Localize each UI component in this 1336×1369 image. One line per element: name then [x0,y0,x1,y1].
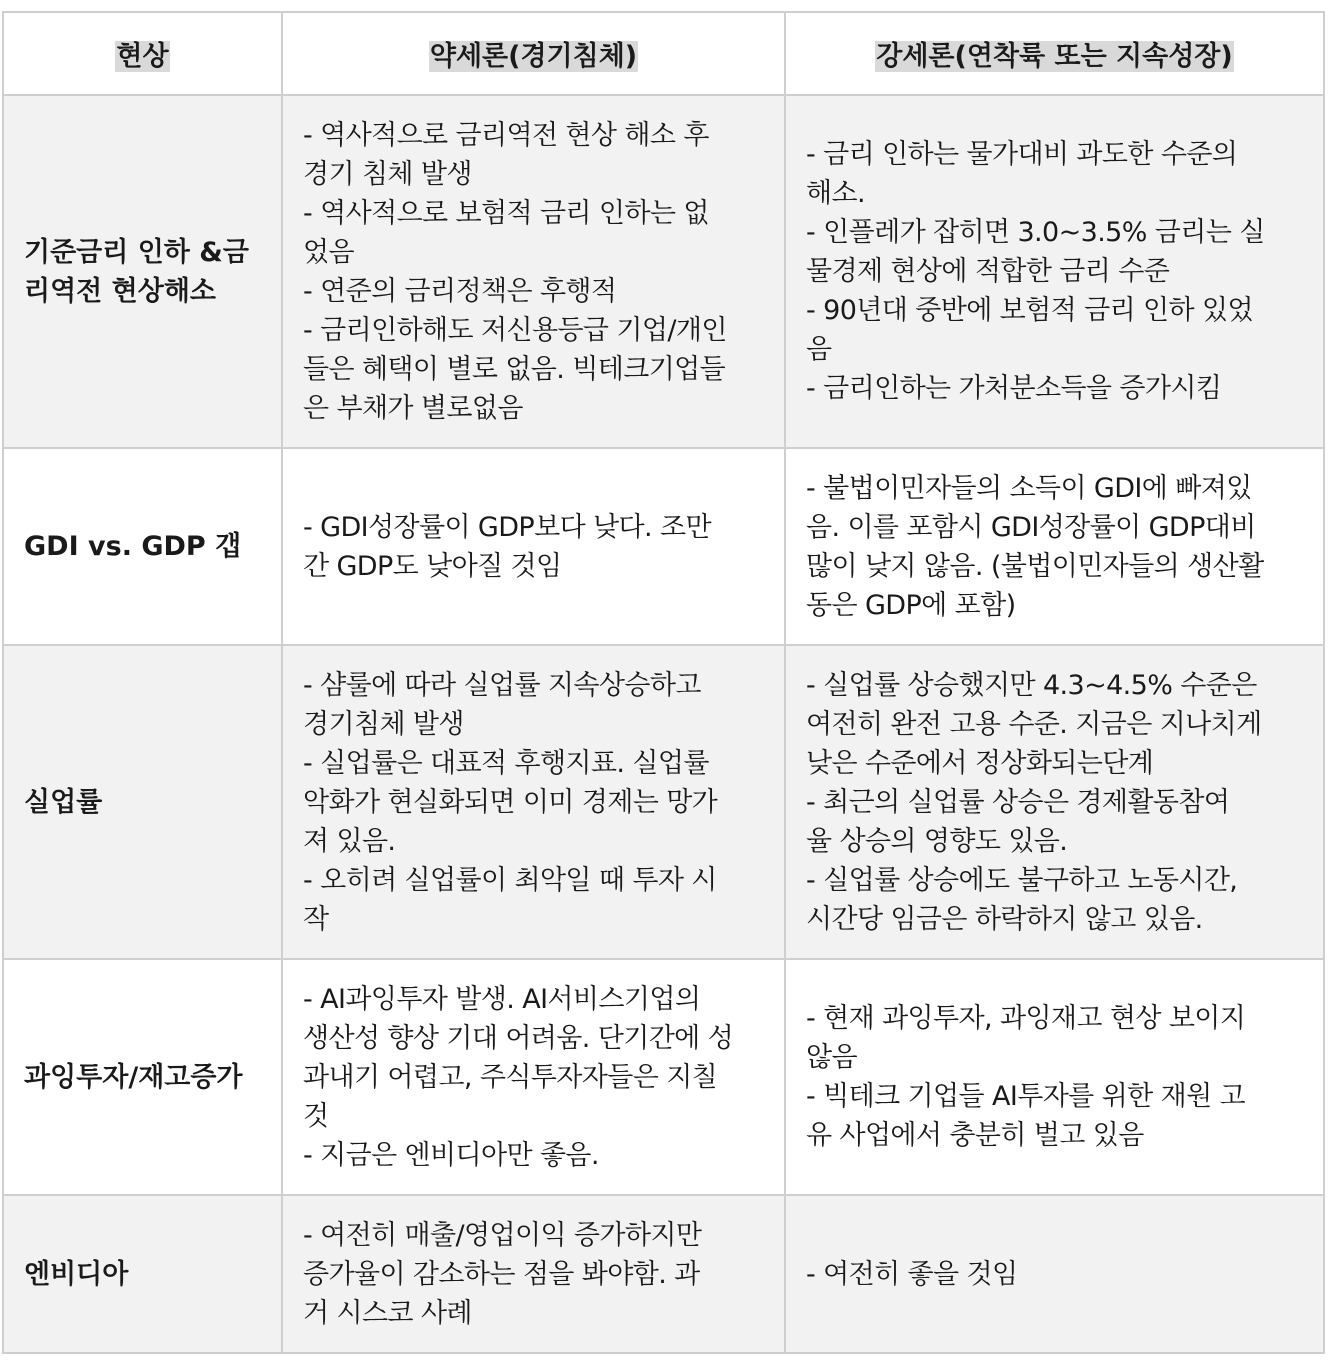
topic-cell [3,645,282,959]
cell-line: 거 시스코 사례 [303,1297,472,1329]
bear-cell [282,959,785,1195]
cell-line: 증가율이 감소하는 점을 봐야함. 과 [303,1258,700,1290]
cell-line: - 실업률은 대표적 후행지표. 실업률 [303,747,709,779]
topic-cell [3,95,282,448]
cell-line: - 빅테크 기업들 AI투자를 위한 재원 고 [806,1081,1246,1112]
cell-line: - 오히려 실업률이 최악일 때 투자 시 [303,864,717,896]
cell-line: - 역사적으로 금리역전 현상 해소 후 [303,119,709,151]
cell-line: 금리역전 현상 [24,236,249,307]
cell-line: - GDI성장률이 GDP보다 낮다. 조만 [303,511,711,543]
bull-cell [785,959,1324,1195]
cell-line: 율 상승의 영향도 있음. [806,825,1068,857]
bull-cell [785,645,1324,959]
cell-line: 않음 [806,1042,857,1073]
cell-line: - 최근의 실업률 상승은 경제활동참여 [806,786,1230,818]
cell-line: 동은 GDP에 포함) [806,589,1016,621]
header-label: 현상 [116,41,169,72]
bull-cell [785,448,1324,645]
cell-line: 기준금리 인하 & [24,236,223,268]
cell-line: 과내기 어렵고, 주식투자자들은 지칠 [303,1061,718,1093]
cell-line: - 금리인하해도 저신용등급 기업/개인 [303,314,727,346]
cell-line: - 실업률 상승했지만 4.3~4.5% 수준은 [806,669,1257,701]
comparison-table [2,11,1325,1354]
cell-line: 작 [303,903,329,935]
cell-line: 해소 [163,275,216,307]
cell-line: 경기침체 발생 [303,708,464,740]
cell-line: 해소. [806,178,865,209]
cell-line: 음 [806,334,832,365]
gdi-gdp-row [3,448,1324,645]
cell-line: 실업률 [24,786,103,818]
cell-line: - 금리 인하는 물가대비 과도한 수준의 [806,139,1238,170]
header-row [3,12,1324,95]
cell-line: GDI vs. GDP 갭 [24,531,242,562]
cell-line: - 인플레가 잡히면 3.0~3.5% 금리는 실 [806,217,1265,248]
cell-line: 었음 [303,236,354,268]
cell-line: - 역사적으로 보험적 금리 인하는 없 [303,197,709,229]
cell-line: - 샴룰에 따라 실업률 지속상승하고 [303,669,701,701]
cell-line: 져 있음. [303,825,396,857]
cell-line: - AI과잉투자 발생. AI서비스기업의 [303,983,701,1015]
rate-cut-row [3,95,1324,448]
cell-line: - 불법이민자들의 소득이 GDI에 빠져있 [806,472,1252,504]
bear-cell [282,448,785,645]
cell-line: 악화가 현실화되면 이미 경제는 망가 [303,786,718,818]
cell-line: 간 GDP도 낮아질 것임 [303,550,562,582]
cell-line: - 연준의 금리정책은 후행적 [303,275,617,307]
nvidia-row [3,1195,1324,1353]
cell-line: 경기 침체 발생 [303,158,472,190]
cell-line: - 실업률 상승에도 불구하고 노동시간, [806,864,1238,896]
cell-line: 은 부채가 별로없음 [303,392,523,424]
cell-line: - 여전히 매출/영업이익 증가하지만 [303,1219,702,1251]
cell-line: 과잉투자/재고증가 [24,1061,243,1093]
cell-line: 엔비디아 [24,1258,129,1290]
topic-cell [3,448,282,645]
bear-cell [282,645,785,959]
header-phenomenon [3,12,282,95]
header-label: 강세론(연착륙 또는 지속성장) [876,41,1233,72]
cell-line: 유 사업에서 충분히 벌고 있음 [806,1120,1144,1151]
unemployment-row [3,645,1324,959]
cell-line: 것 [303,1100,329,1132]
topic-cell [3,1195,282,1353]
cell-line: - 여전히 좋을 것임 [806,1258,1018,1290]
overinvestment-row [3,959,1324,1195]
cell-line: 생산성 향상 기대 어려움. 단기간에 성 [303,1022,734,1054]
header-label: 약세론(경기침체) [429,41,638,72]
cell-line: 시간당 임금은 하락하지 않고 있음. [806,903,1203,935]
cell-line: - 90년대 중반에 보험적 금리 인하 있었 [806,295,1253,326]
header-bear [282,12,785,95]
cell-line: 많이 낮지 않음. (불법이민자들의 생산활 [806,550,1264,582]
bear-cell [282,95,785,448]
header-bull [785,12,1324,95]
bull-cell [785,1195,1324,1353]
cell-line: 여전히 완전 고용 수준. 지금은 지나치게 [806,708,1262,740]
bear-cell [282,1195,785,1353]
topic-cell [3,959,282,1195]
bull-cell [785,95,1324,448]
cell-line: 낮은 수준에서 정상화되는단계 [806,747,1154,779]
cell-line: - 현재 과잉투자, 과잉재고 현상 보이지 [806,1003,1246,1034]
cell-line: 물경제 현상에 적합한 금리 수준 [806,256,1170,287]
cell-line: - 금리인하는 가처분소득을 증가시킴 [806,373,1222,404]
cell-line: 음. 이를 포함시 GDI성장률이 GDP대비 [806,511,1256,543]
cell-line: 들은 혜택이 별로 없음. 빅테크기업들 [303,353,726,385]
cell-line: - 지금은 엔비디아만 좋음. [303,1139,599,1171]
